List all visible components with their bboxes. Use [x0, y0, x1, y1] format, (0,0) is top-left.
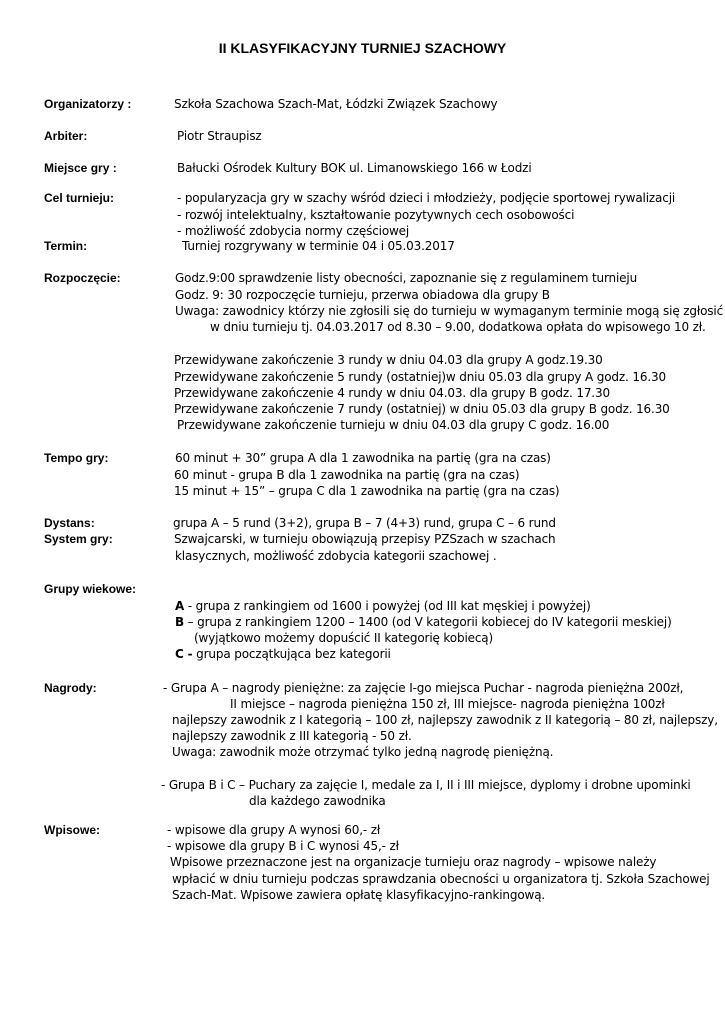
goal-line: - rozwój intelektualny, kształtowanie pozytywnych cech osobowości: [177, 208, 575, 222]
system-line: klasycznych, możliwość zdobycia kategorii szachowej .: [175, 549, 497, 563]
page-title: II KLASYFIKACYJNY TURNIEJ SZACHOWY: [218, 40, 507, 56]
start-label: Rozpoczęcie:: [44, 271, 121, 285]
system-label: System gry:: [44, 532, 113, 546]
group-c-line: C - grupa początkująca bez kategorii: [175, 647, 391, 661]
prize-line: Uwaga: zawodnik może otrzymać tylko jedną nagrodę pieniężną.: [172, 745, 554, 759]
goal-line: - możliwość zdobycia normy częściowej: [177, 224, 410, 238]
start-line: Uwaga: zawodnicy którzy nie zgłosili się do turnieju w wymaganym terminie mogą się zgłosić: [175, 304, 724, 318]
date-label: Termin:: [44, 239, 88, 253]
prize-line: - Grupa B i C – Puchary za zajęcie I, medale za I, II i III miejsce, dyplomy i drobne upominki: [161, 778, 691, 792]
ending-line: Przewidywane zakończenie 7 rundy (ostatniej) w dniu 05.03 dla grupy B godz. 16.30: [174, 402, 670, 416]
fee-line: - wpisowe dla grupy A wynosi 60,- zł: [167, 823, 381, 837]
goal-label: Cel turnieju:: [44, 191, 115, 205]
prize-line: dla każdego zawodnika: [249, 794, 386, 808]
group-a-line: A - grupa z rankingiem od 1600 i powyżej (od III kat męskiej i powyżej): [175, 599, 591, 613]
tempo-line: 15 minut + 15” – grupa C dla 1 zawodnika na partię (gra na czas): [174, 484, 560, 498]
fee-line: Wpisowe przeznaczone jest na organizacje turnieju oraz nagrody – wpisowe należy: [170, 855, 657, 869]
group-b-line: B – grupa z rankingiem 1200 – 1400 (od V kategorii kobiecej do IV kategorii meskiej): [175, 615, 672, 629]
ending-line: Przewidywane zakończenie 5 rundy (ostatniej)w dniu 05.03 dla grupy A godz. 16.30: [174, 370, 666, 384]
tempo-line: 60 minut + 30” grupa A dla 1 zawodnika na partię (gra na czas): [175, 451, 551, 465]
system-line: Szwajcarski, w turnieju obowiązują przepisy PZSzach w szachach: [174, 532, 556, 546]
start-line: Godz.9:00 sprawdzenie listy obecności, zapoznanie się z regulaminem turnieju: [175, 271, 638, 285]
group-b-note: (wyjątkowo możemy dopuścić II kategorię kobiecą): [194, 631, 494, 645]
group-a-letter: A: [175, 599, 185, 613]
tempo-label: Tempo gry:: [44, 451, 109, 465]
ending-line: Przewidywane zakończenie turnieju w dniu 04.03 dla grupy C godz. 16.00: [177, 418, 610, 432]
start-line: Godz. 9: 30 rozpoczęcie turnieju, przerwa obiadowa dla grupy B: [175, 288, 550, 302]
venue-label: Miejsce gry :: [44, 161, 117, 175]
group-c-letter: C -: [175, 647, 193, 661]
prizes-label: Nagrody:: [44, 681, 97, 695]
organizers-label: Organizatorzy :: [44, 97, 132, 111]
age-groups-label: Grupy wiekowe:: [44, 582, 137, 596]
prize-line: II miejsce – nagroda pieniężna 150 zł, III miejsce- nagroda pieniężna 100zł: [230, 697, 665, 711]
fee-label: Wpisowe:: [44, 823, 100, 837]
organizers-value: Szkoła Szachowa Szach-Mat, Łódzki Związek Szachowy: [174, 97, 498, 111]
ending-line: Przewidywane zakończenie 4 rundy w dniu 04.03. dla grupy B godz. 17.30: [174, 386, 610, 400]
date-value: Turniej rozgrywany w terminie 04 i 05.03.2017: [182, 239, 455, 253]
distance-value: grupa A – 5 rund (3+2), grupa B – 7 (4+3) rund, grupa C – 6 rund: [173, 516, 556, 530]
group-b-letter: B: [175, 615, 184, 629]
arbiter-label: Arbiter:: [44, 129, 88, 143]
prize-line: najlepszy zawodnik z I kategorią – 100 zł, najlepszy zawodnik z II kategorią – 80 zł, najlepszy,: [172, 713, 718, 727]
start-line: w dniu turnieju tj. 04.03.2017 od 8.30 – 9.00, dodatkowa opłata do wpisowego 10 zł.: [210, 320, 706, 334]
goal-line: - popularyzacja gry w szachy wśród dzieci i młodzieży, podjęcie sportowej rywalizacji: [177, 191, 676, 205]
fee-line: Szach-Mat. Wpisowe zawiera opłatę klasyfikacyjno-rankingową.: [172, 888, 546, 902]
fee-line: - wpisowe dla grupy B i C wynosi 45,- zł: [167, 839, 399, 853]
prize-line: najlepszy zawodnik z III kategorią - 50 zł.: [172, 729, 412, 743]
ending-line: Przewidywane zakończenie 3 rundy w dniu 04.03 dla grupy A godz.19.30: [174, 353, 603, 367]
distance-label: Dystans:: [44, 516, 95, 530]
fee-line: wpłacić w dniu turnieju podczas sprawdzania obecności u organizatora tj. Szkoła Szachowej: [172, 872, 710, 886]
arbiter-value: Piotr Straupisz: [177, 129, 262, 143]
prize-line: - Grupa A – nagrody pieniężne: za zajęcie I-go miejsca Puchar - nagroda pieniężna 200zł,: [163, 681, 684, 695]
tempo-line: 60 minut - grupa B dla 1 zawodnika na partię (gra na czas): [174, 468, 520, 482]
venue-value: Bałucki Ośrodek Kultury BOK ul. Limanowskiego 166 w Łodzi: [177, 161, 532, 175]
